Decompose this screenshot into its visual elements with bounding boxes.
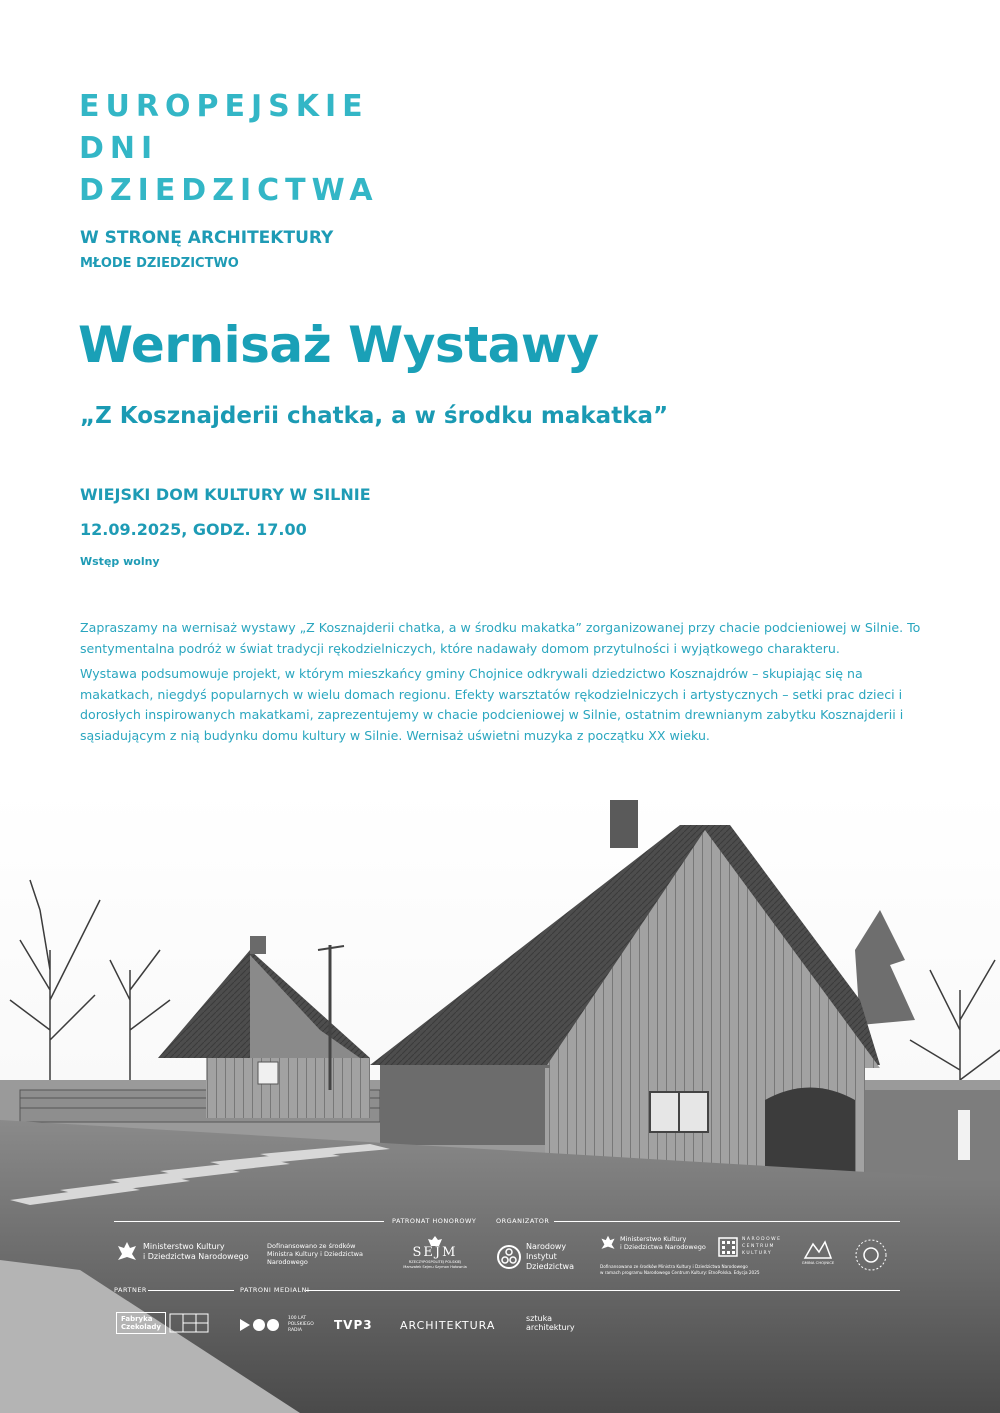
description-paragraph-1: Zapraszamy na wernisaż wystawy „Z Kosznajderii chatka, a w środku makatka” zorganizowanej przy chacie podcieniowej w Silnie. To sentymentalna podróż w świat tradycji rękodzielniczych, które nadawały domom przytulności i wyjątkowego charakteru. [80, 620, 921, 656]
series-theme: W STRONĘ ARCHITEKTURY [80, 228, 334, 248]
mkidn2-text: Ministerstwo Kultury i Dziedzictwa Narodowego [620, 1235, 706, 1251]
label-patroni: PATRONI MEDIALNI [240, 1286, 310, 1294]
mkidn-text: Ministerstwo Kultury i Dziedzictwa Narodowego [143, 1242, 249, 1261]
eagle-icon [116, 1240, 138, 1264]
sztuka-logo [526, 1314, 575, 1332]
nid-icon [496, 1244, 522, 1270]
dofinansowano-label: Dofinansowano ze środków Ministra Kultury i Dziedzictwa Narodowego [267, 1242, 363, 1266]
footer-rule-3 [148, 1290, 234, 1291]
nid-logo [496, 1242, 574, 1272]
mkidn2-note [600, 1264, 780, 1276]
brand-line-3: DZIEDZICTWA [79, 173, 379, 208]
tvp3-logo: TVP3 [334, 1318, 373, 1332]
mkidn-logo-2 [600, 1234, 706, 1252]
radio-logo [240, 1316, 314, 1334]
brand-line-1: EUROPEJSKIE [79, 89, 369, 124]
architektura-logo: ARCHITEKTURA [400, 1319, 496, 1332]
event-datetime: 12.09.2025, GODZ. 17.00 [80, 520, 307, 539]
event-subtitle: „Z Kosznajderii chatka, a w środku makatka” [80, 403, 669, 429]
label-partner: PARTNER [114, 1286, 147, 1294]
event-description [80, 618, 922, 751]
gmina-icon [803, 1238, 833, 1260]
nck-logo [718, 1236, 781, 1257]
tree-trunk [958, 1110, 970, 1160]
dofinansowano-text [267, 1242, 363, 1266]
series-subtheme: MŁODE DZIEDZICTWO [80, 256, 239, 271]
footer-rule-4 [306, 1290, 900, 1291]
event-brand [79, 86, 399, 212]
partner-logo [116, 1312, 209, 1334]
footer-rule-2 [554, 1221, 900, 1222]
series-info [80, 228, 333, 271]
gmina-text: GMINA CHOJNICE [801, 1260, 835, 1265]
event-title: Wernisaż Wystawy [78, 316, 599, 374]
label-patronat: PATRONAT HONOROWY [392, 1217, 477, 1225]
seal-logo [854, 1238, 888, 1272]
label-organizator: ORGANIZATOR [496, 1217, 550, 1225]
eagle-icon-2 [600, 1234, 616, 1252]
sztuka-text: sztuka architektury [526, 1314, 575, 1332]
gmina-logo [798, 1238, 838, 1265]
nck-icon [718, 1237, 738, 1257]
field-right [850, 1090, 1000, 1180]
radio-icon [240, 1318, 284, 1332]
sejm-marshal: Marszałek Sejmu Szymon Hołownia [403, 1265, 467, 1269]
sponsors-footer [114, 1212, 900, 1342]
nid-text: Narodowy Instytut Dziedzictwa [526, 1242, 574, 1271]
description-paragraph-2: Wystawa podsumowuje projekt, w którym mieszkańcy gminy Chojnice odkrywali dziedzictwo Kosznajdrów – skupiając się na makatkach, niegdyś popularnych w wielu domach regionu. Efekty warsztatów rękodzielniczych i artystycznych – setki prac dzieci i dorosłych inspirowanych makatkami, zaprezentujemy w chacie podcieniowej w Silnie, ostatnim drewnianym zabytku Kosznajderii i sąsiadującym z nią budynku domu kultury w Silnie. Wernisaż uświetni muzyka z początku XX wieku. [80, 666, 904, 743]
event-venue: WIEJSKI DOM KULTURY W SILNIE [80, 485, 371, 504]
nck-text: NARODOWE CENTRUM KULTURY [742, 1237, 782, 1256]
sejm-name: SEJM [412, 1245, 458, 1260]
radio-text: 100 LAT POLSKIEGO RADIA [288, 1316, 314, 1333]
brand-line-2: DNI [79, 131, 159, 166]
sejm-sub: RZECZYPOSPOLITEJ POLSKIEJ [408, 1260, 462, 1264]
seal-icon [854, 1238, 888, 1272]
event-entry: Wstęp wolny [80, 555, 160, 568]
mkidn2-note-text: Dofinansowano ze środków Ministra Kultury i Dziedzictwa Narodowego w ramach programu Narodowego Centrum Kultury: EtnoPolska. Edycja 2025 [600, 1264, 760, 1275]
partner-grid-icon [169, 1313, 209, 1333]
sejm-logo [400, 1236, 470, 1270]
partner-text: Fabryka Czekolady [116, 1312, 166, 1334]
footer-rule-1 [114, 1221, 384, 1222]
mkidn-logo [116, 1240, 249, 1264]
